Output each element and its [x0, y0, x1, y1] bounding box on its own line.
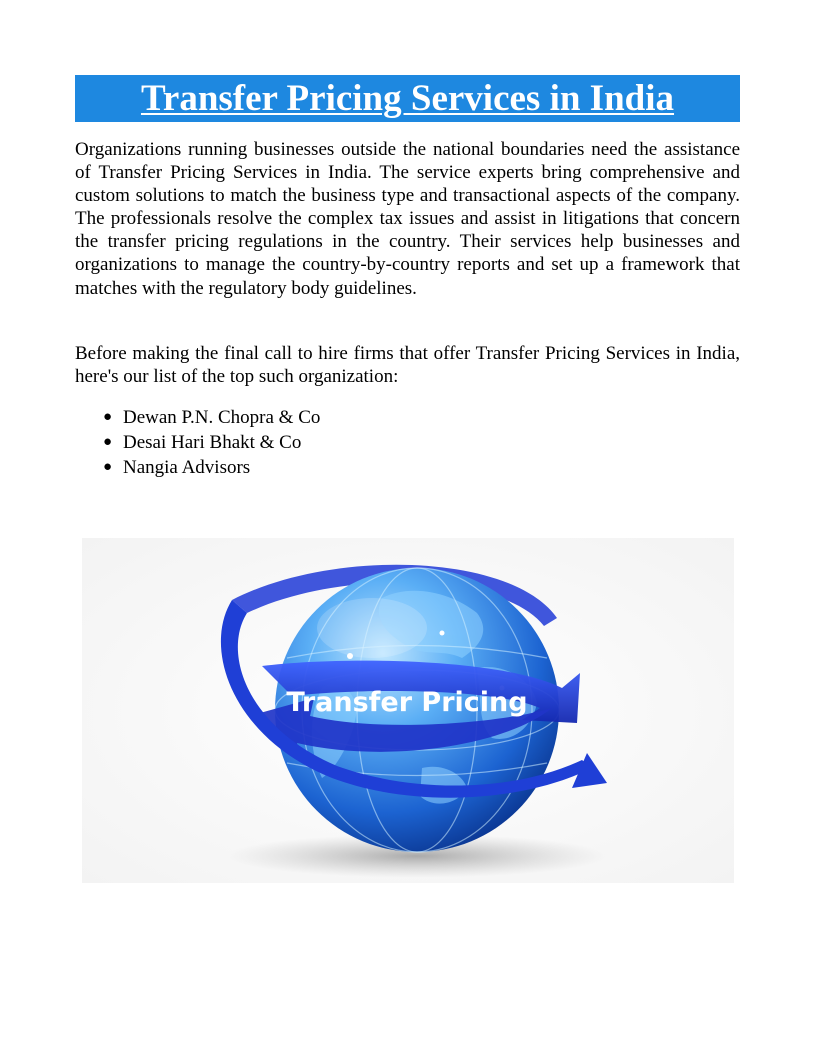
illustration-caption: Transfer Pricing: [286, 687, 528, 718]
firm-list: [75, 405, 320, 480]
globe-highlight: [317, 598, 427, 658]
list-item: [75, 430, 320, 455]
bullet-icon: ●: [103, 434, 113, 450]
transfer-pricing-illustration: [82, 538, 734, 883]
firm-name: Nangia Advisors: [123, 457, 251, 478]
list-item: [75, 455, 320, 480]
title-banner: [75, 75, 740, 122]
page-title: Transfer Pricing Services in India: [140, 78, 675, 119]
firm-name: Desai Hari Bhakt & Co: [123, 432, 302, 453]
list-item: [75, 405, 320, 430]
intro-paragraph: Organizations running businesses outside the national boundaries need the assistance of Transfer Pricing Services in India. The service experts bring comprehensive and custom solutions to match the business type and transactional aspects of the company. The professionals resolve the complex tax issues and assist in litigations that concern the transfer pricing regulations in the country. Their services help businesses and organizations to manage the country-by-country reports and set up a framework that matches with the regulatory body guidelines.: [75, 139, 740, 299]
list-intro-paragraph: Before making the final call to hire firms that offer Transfer Pricing Services in India, here's our list of the top such organization:: [75, 343, 740, 388]
firm-name: Dewan P.N. Chopra & Co: [123, 407, 321, 428]
bullet-icon: ●: [103, 459, 113, 475]
bullet-icon: ●: [103, 409, 113, 425]
